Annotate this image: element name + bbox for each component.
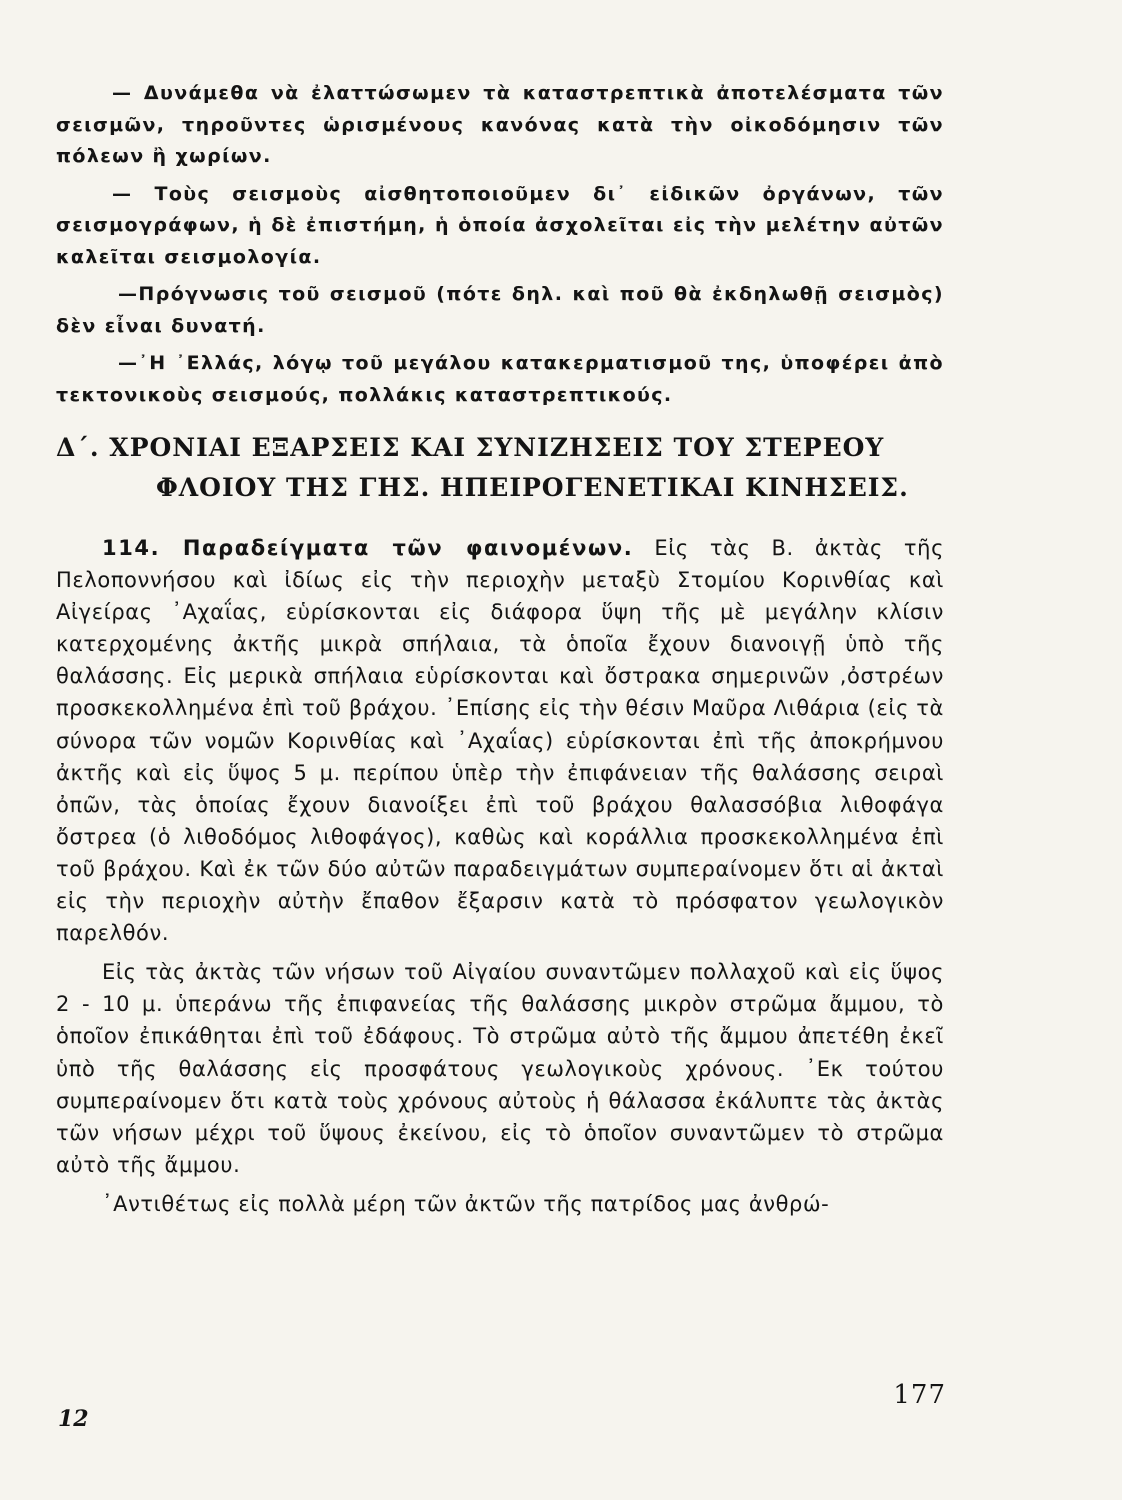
section-heading-line-1: Δ΄. ΧΡΟΝΙΑΙ ΕΞΑΡΣΕΙΣ ΚΑΙ ΣΥΝΙΖΗΣΕΙΣ ΤΟΥ ΣΤΕΡΕΟΥ [56, 433, 885, 462]
article-paragraph-text: Εἰς τὰς Β. ἀκτὰς τῆς Πελοποννήσου καὶ ἰδίως εἰς τὴν περιοχὴν μεταξὺ Στομίου Κορινθίας καὶ Αἰγείρας ᾽Αχαΐας, εὑρίσκονται εἰς διάφορα ὕψη τῆς μὲ μεγάλην κλίσιν κατερχομένης ἀκτῆς μικρὰ σπήλαια, τὰ ὁποῖα ἔχουν διανοιγῇ ὑπὸ τῆς θαλάσσης. Εἰς μερικὰ σπήλαια εὑρίσκονται καὶ ὄστρακα σημερινῶν ,ὀστρέων προσκεκολλημένα ἐπὶ τοῦ βράχου. ᾽Επίσης εἰς τὴν θέσιν Μαῦρα Λιθάρια (εἰς τὰ σύνορα τῶν νομῶν Κορινθίας καὶ ᾽Αχαΐας) εὑρίσκονται ἐπὶ τῆς ἀποκρήμνου ἀκτῆς καὶ εἰς ὕψος 5 μ. περίπου ὑπὲρ τὴν ἐπιφάνειαν τῆς θαλάσσης σειραὶ ὀπῶν, τὰς ὁποίας ἔχουν διανοίξει ἐπὶ τοῦ βράχου θαλασσόβια λιθοφάγα ὄστρεα (ὁ λιθοδόμος λιθοφάγος), καθὼς καὶ κοράλλια προσκεκολλημένα ἐπὶ τοῦ βράχου. Καὶ ἐκ τῶν δύο αὐτῶν παραδειγμάτων συμπεραίνομεν ὅτι αἱ ἀκταὶ εἰς τὴν περιοχὴν αὐτὴν ἔπαθον ἔξαρσιν κατὰ τὸ πρόσφατον γεωλογικὸν παρελθόν. [56, 536, 945, 946]
section-heading [56, 428, 944, 508]
article-lead-title: 114. Παραδείγματα τῶν φαινομένων. [102, 536, 634, 560]
printer-signature-mark: 12 [58, 1406, 89, 1432]
page-number: 177 [893, 1380, 946, 1410]
article-paragraph [56, 532, 944, 949]
article-paragraph: Εἰς τὰς ἀκτὰς τῶν νήσων τοῦ Αἰγαίου συναντῶμεν πολλαχοῦ καὶ εἰς ὕψος 2 - 10 μ. ὑπεράνω τῆς ἐπιφανείας τῆς θαλάσσης μικρὸν στρῶμα ἄμμου, τὸ ὁποῖον ἐπικάθηται ἐπὶ τοῦ ἐδάφους. Τὸ στρῶμα αὐτὸ τῆς ἄμμου ἀπετέθη ἐκεῖ ὑπὸ τῆς θαλάσσης εἰς προσφάτους γεωλογικοὺς χρόνους. ᾽Εκ τούτου συμπεραίνομεν ὅτι κατὰ τοὺς χρόνους αὐτοὺς ἡ θάλασσα ἐκάλυπτε τὰς ἀκτὰς τῶν νήσων μέχρι τοῦ ὕψους ἐκείνου, εἰς τὸ ὁποῖον συναντῶμεν τὸ στρῶμα αὐτὸ τῆς ἄμμου. [56, 960, 944, 1177]
chapter-summary [56, 78, 944, 417]
summary-item: —᾽Η ᾽Ελλάς, λόγῳ τοῦ μεγάλου κατακερματισμοῦ της, ὑποφέρει ἀπὸ τεκτονικοὺς σεισμούς, πολλάκις καταστρεπτικούς. [56, 352, 944, 406]
summary-item: — Τοὺς σεισμοὺς αἰσθητοποιοῦμεν δι᾽ εἰδικῶν ὀργάνων, τῶν σεισμογράφων, ἡ δὲ ἐπιστήμη, ἡ ὁποία ἀσχολεῖται εἰς τὴν μελέτην αὐτῶν καλεῖται σεισμολογία. [56, 182, 944, 268]
article-body [56, 532, 944, 1227]
summary-item: —Πρόγνωσις τοῦ σεισμοῦ (πότε δηλ. καὶ ποῦ θὰ ἐκδηλωθῇ σεισμὸς) δὲν εἶναι δυνατή. [56, 283, 944, 337]
summary-item: — Δυνάμεθα νὰ ἐλαττώσωμεν τὰ καταστρεπτικὰ ἀποτελέσματα τῶν σεισμῶν, τηροῦντες ὡρισμένους κανόνας κατὰ τὴν οἰκοδόμησιν τῶν πόλεων ἢ χωρίων. [56, 82, 944, 167]
article-paragraph: ᾽Αντιθέτως εἰς πολλὰ μέρη τῶν ἀκτῶν τῆς πατρίδος μας ἀνθρώ- [102, 1191, 830, 1216]
section-heading-line-2: ΦΛΟΙΟΥ ΤΗΣ ΓΗΣ. ΗΠΕΙΡΟΓΕΝΕΤΙΚΑΙ ΚΙΝΗΣΕΙΣ. [156, 473, 909, 502]
